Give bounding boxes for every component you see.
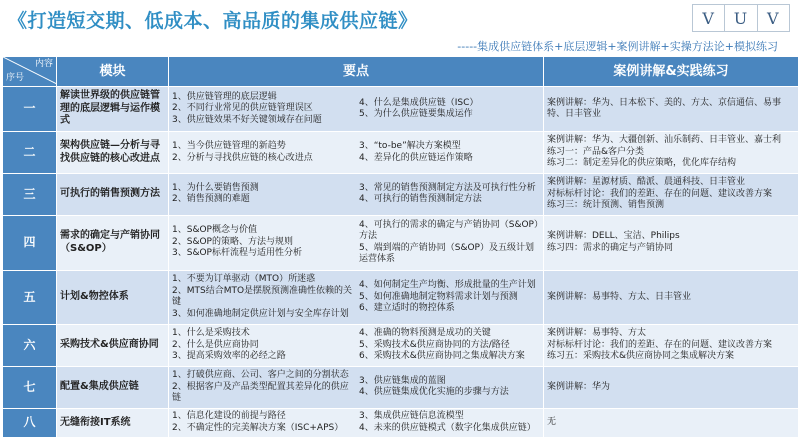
points-right-column <box>359 183 540 206</box>
case-item: 案例讲解：易事特、方太 <box>547 328 647 339</box>
corner-header <box>3 57 57 87</box>
logo-letter: V <box>767 8 780 28</box>
point-item: 3、供应链集成的蓝图 <box>359 375 446 386</box>
point-item: 4、供应链集成优化实施的步骤与方法 <box>359 387 509 398</box>
points-left-column <box>172 141 353 164</box>
case-item: 无 <box>547 417 557 428</box>
points-right-column <box>359 376 540 399</box>
point-item: 5、采购技术&供应商协同的方法/路径 <box>359 339 510 350</box>
points-left-column <box>172 370 353 405</box>
row-case <box>544 174 799 216</box>
point-item: 5、为什么供应链要集成运作 <box>359 109 473 120</box>
point-item: 6、采购技术&供应商协同之集成解决方案 <box>359 351 525 362</box>
logo-letter: U <box>725 5 757 31</box>
points-right-column <box>359 220 540 266</box>
points-right-column <box>359 328 540 363</box>
points-right-column <box>359 411 540 434</box>
points-left-column <box>172 183 353 206</box>
points-left-column <box>172 92 353 127</box>
point-item: 2、不确定性的完美解决方案（ISC+APS） <box>172 422 344 433</box>
point-item: 3、“to-be”解决方案模型 <box>359 141 461 152</box>
case-item: 案例讲解：星源材质、酷派、晨通科技、日丰管业 <box>547 177 746 188</box>
point-item: 3、如何准确地制定供应计划与安全库存计划 <box>172 308 349 319</box>
header-case: 案例讲解&实践练习 <box>544 57 799 87</box>
point-item: 2、MTS结合MTO是摆脱预测准确性依赖的关键 <box>172 285 353 308</box>
row-module: 可执行的销售预测方法 <box>57 174 169 216</box>
row-module: 需求的确定与产销协同（S&OP） <box>57 215 169 270</box>
point-item: 5、端到端的产销协同（S&OP）及五级计划运营体系 <box>359 242 534 265</box>
point-item: 2、分析与寻找供应链的核心改进点 <box>172 152 313 163</box>
row-points <box>169 174 544 216</box>
table-row <box>3 270 799 325</box>
row-points <box>169 215 544 270</box>
point-item: 1、当今供应链管理的新趋势 <box>172 141 286 152</box>
row-case <box>544 325 799 367</box>
point-item: 1、供应链管理的底层逻辑 <box>172 91 277 102</box>
row-number: 八 <box>3 408 57 437</box>
case-item: 练习一：产品&客户分类 <box>547 146 645 157</box>
table-row <box>3 132 799 174</box>
row-number: 五 <box>3 270 57 325</box>
row-number: 三 <box>3 174 57 216</box>
point-item: 6、建立适时的物控体系 <box>359 303 455 314</box>
point-item: 1、信息化建设的前提与路径 <box>172 411 286 422</box>
point-item: 3、集成供应链信息流模型 <box>359 411 464 422</box>
points-left-column <box>172 274 353 320</box>
point-item: 1、S&OP概念与价值 <box>172 225 257 236</box>
case-item: 练习二：制定差异化的供应策略，优化库存结构 <box>547 158 737 169</box>
row-points <box>169 325 544 367</box>
point-item: 1、打破供应商、公司、客户之间的分割状态 <box>172 370 349 381</box>
case-item: 案例讲解：易事特、方太、日丰管业 <box>547 291 692 302</box>
page-title: 《打造短交期、低成本、高品质的集成供应链》 <box>8 10 418 32</box>
case-item: 练习五：采购技术&供应商协同之集成解决方案 <box>547 351 735 362</box>
case-item: 案例讲解：华为 <box>547 381 611 392</box>
point-item: 4、可执行的销售预测制定方法 <box>359 194 482 205</box>
point-item: 4、如何制定生产均衡、形成批量的生产计划 <box>359 280 536 291</box>
point-item: 3、S&OP标杆流程与适用性分析 <box>172 248 302 259</box>
row-case <box>544 215 799 270</box>
point-item: 3、供应链效果不好关键领域存在问题 <box>172 114 322 125</box>
point-item: 1、什么是采购技术 <box>172 328 250 339</box>
point-item: 1、不要为订单驱动（MTO）所迷惑 <box>172 274 316 285</box>
case-item: 对标标杆讨论：我们的差距、存在的问题、建议改善方案 <box>547 188 773 199</box>
row-number: 一 <box>3 87 57 132</box>
row-number: 七 <box>3 367 57 409</box>
row-module: 采购技术&供应商协同 <box>57 325 169 367</box>
points-right-column <box>359 141 540 164</box>
corner-label-index: 序号 <box>6 72 25 83</box>
point-item: 4、差异化的供应链运作策略 <box>359 152 473 163</box>
table-row <box>3 215 799 270</box>
page-subtitle: -----集成供应链体系+底层逻辑+案例讲解+实操方法论+模拟练习 <box>457 40 778 53</box>
row-points <box>169 132 544 174</box>
points-right-column <box>359 280 540 315</box>
row-case <box>544 87 799 132</box>
point-item: 5、如何准确地制定物料需求计划与预测 <box>359 291 518 302</box>
case-item: 练习四：需求的确定与产销协同 <box>547 242 674 253</box>
points-grid <box>172 328 540 363</box>
point-item: 4、未来的供应链模式（数字化集成供应链） <box>359 422 536 433</box>
row-case <box>544 408 799 437</box>
points-grid <box>172 370 540 405</box>
point-item: 2、根据客户及产品类型配置其差异化的供应链 <box>172 381 349 404</box>
points-left-column <box>172 328 353 363</box>
points-left-column <box>172 225 353 260</box>
case-item: 练习三：统计预测、销售预测 <box>547 200 665 211</box>
points-grid <box>172 183 540 206</box>
points-grid <box>172 411 540 434</box>
points-grid <box>172 92 540 127</box>
row-module: 无缝衔接IT系统 <box>57 408 169 437</box>
header-module: 模块 <box>57 57 169 87</box>
table-row <box>3 174 799 216</box>
points-grid <box>172 220 540 266</box>
row-module: 架构供应链—分析与寻找供应链的核心改进点 <box>57 132 169 174</box>
course-table <box>2 56 799 438</box>
table-row <box>3 87 799 132</box>
row-case <box>544 132 799 174</box>
point-item: 3、提高采购效率的必经之路 <box>172 351 286 362</box>
row-module: 配置&集成供应链 <box>57 367 169 409</box>
points-grid <box>172 274 540 320</box>
row-module: 解读世界级的供应链管理的底层逻辑与运作模式 <box>57 87 169 132</box>
points-left-column <box>172 411 353 434</box>
row-number: 六 <box>3 325 57 367</box>
case-item: 对标标杆讨论：我们的差距、存在的问题、建议改善方案 <box>547 339 773 350</box>
corner-label-content: 内容 <box>34 59 53 69</box>
points-grid <box>172 141 540 164</box>
point-item: 4、什么是集成供应链（ISC） <box>359 97 479 108</box>
row-number: 四 <box>3 215 57 270</box>
point-item: 4、准确的物料预测是成功的关键 <box>359 328 491 339</box>
row-points <box>169 408 544 437</box>
row-points <box>169 367 544 409</box>
logo-letter: V <box>693 5 725 31</box>
point-item: 2、什么是供应商协同 <box>172 339 259 350</box>
points-right-column <box>359 98 540 121</box>
table-row <box>3 325 799 367</box>
point-item: 2、不同行业常见的供应链管理误区 <box>172 103 313 114</box>
point-item: 2、销售预测的难题 <box>172 194 250 205</box>
row-points <box>169 87 544 132</box>
case-item: 案例讲解：DELL、宝洁、Philips <box>547 231 680 242</box>
table-header-row <box>3 57 799 87</box>
table-row <box>3 408 799 437</box>
table-row <box>3 367 799 409</box>
row-number: 二 <box>3 132 57 174</box>
case-item: 案例讲解：华为、日本松下、美的、方太、京信通信、易事特、日丰管业 <box>547 97 782 120</box>
point-item: 1、为什么要销售预测 <box>172 182 259 193</box>
point-item: 4、可执行的需求的确定与产销协同（S&OP）方法 <box>359 219 539 242</box>
point-item: 2、S&OP的策略、方法与规则 <box>172 236 293 247</box>
point-item: 3、常见的销售预测制定方法及可执行性分析 <box>359 182 536 193</box>
case-item: 案例讲解：华为、大疆创新、汕乐制药、日丰管业、嘉士利 <box>547 135 782 146</box>
header-points: 要点 <box>169 57 544 87</box>
row-points <box>169 270 544 325</box>
row-case <box>544 367 799 409</box>
row-case <box>544 270 799 325</box>
row-module: 计划&物控体系 <box>57 270 169 325</box>
brand-logo <box>692 4 790 32</box>
